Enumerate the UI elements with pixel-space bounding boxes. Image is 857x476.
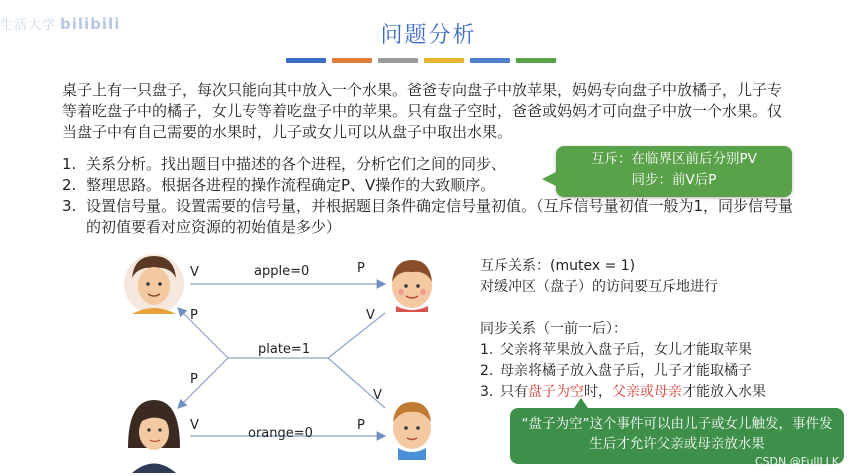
step-text: 整理思路。根据各进程的操作流程确定P、V操作的大致顺序。 bbox=[86, 176, 496, 194]
sync-item-number: 1. bbox=[480, 342, 494, 358]
daughter-to-plate-line bbox=[328, 313, 385, 358]
sync-item-text: 母亲将橘子放入盘子后，儿子才能取橘子 bbox=[500, 363, 752, 379]
label-v-son: V bbox=[373, 388, 382, 403]
mother-avatar bbox=[128, 400, 180, 473]
title-color-bar bbox=[332, 58, 372, 63]
title-color-bar bbox=[378, 58, 418, 63]
label-plate: plate=1 bbox=[258, 342, 311, 357]
page-title: 问题分析 bbox=[380, 23, 477, 48]
label-p-daughter: P bbox=[357, 261, 365, 276]
sync-item bbox=[480, 340, 857, 361]
label-p-son: P bbox=[357, 418, 365, 433]
label-p-father: P bbox=[190, 308, 198, 323]
relations-panel bbox=[480, 256, 857, 403]
sync-item bbox=[480, 361, 857, 382]
highlight-father-or-mother: 父亲或母亲 bbox=[612, 384, 682, 400]
callout-line: 同步：前V后P bbox=[631, 172, 717, 188]
pv-rule-callout bbox=[556, 146, 792, 197]
watermark-text: 生活大学 bbox=[0, 18, 57, 33]
step-number: 1. bbox=[62, 155, 77, 173]
bilibili-logo: bilibili bbox=[60, 15, 121, 33]
father-avatar bbox=[124, 254, 184, 314]
title-color-bars bbox=[286, 58, 556, 63]
sync-list bbox=[480, 340, 857, 403]
plate-to-father-arrow bbox=[178, 308, 228, 358]
title-color-bar bbox=[286, 58, 326, 63]
son-avatar bbox=[393, 402, 431, 460]
step-number: 3. bbox=[62, 197, 77, 215]
label-v-mother: V bbox=[190, 418, 199, 433]
label-apple: apple=0 bbox=[254, 264, 310, 279]
csdn-watermark: CSDN @FullLLK bbox=[754, 455, 839, 468]
callout-line: 互斥：在临界区前后分别PV bbox=[591, 151, 757, 167]
label-v-daughter: V bbox=[366, 308, 375, 323]
sync-item-number: 2. bbox=[480, 363, 494, 379]
plate-empty-note: “盘子为空”这个事件可以由儿子或女儿触发，事件发生后才允许父亲或母亲放水果 bbox=[510, 408, 844, 464]
sync-item-text: 只有 bbox=[500, 384, 528, 400]
step-text: 关系分析。找出题目中描述的各个进程，分析它们之间的同步、 bbox=[86, 155, 507, 173]
plate-to-mother-arrow bbox=[178, 358, 228, 408]
sync-item-text: 父亲将苹果放入盘子后，女儿才能取苹果 bbox=[500, 342, 752, 358]
title-color-bar bbox=[470, 58, 510, 63]
title-color-bar bbox=[424, 58, 464, 63]
mutex-title: 互斥关系：(mutex = 1) bbox=[480, 258, 636, 274]
mutex-desc: 对缓冲区（盘子）的访问要互斥地进行 bbox=[480, 279, 718, 295]
sync-item-number: 3. bbox=[480, 384, 494, 400]
title-color-bar bbox=[516, 58, 556, 63]
step-text: 设置信号量。设置需要的信号量，并根据题目条件确定信号量初值。（互斥信号量初值一般为1，同步信号量的初值要看对应资源的初始值是多少） bbox=[86, 197, 794, 236]
sync-item-text: 才能放入水果 bbox=[682, 384, 766, 400]
sync-item-text: 时， bbox=[584, 384, 612, 400]
label-orange: orange=0 bbox=[248, 426, 313, 441]
sync-title: 同步关系（一前一后）： bbox=[480, 321, 627, 337]
step-item bbox=[62, 196, 802, 238]
step-number: 2. bbox=[62, 176, 77, 194]
label-v-father: V bbox=[190, 265, 199, 280]
label-p-mother: P bbox=[190, 372, 198, 387]
daughter-avatar bbox=[392, 260, 432, 312]
sync-item bbox=[480, 382, 857, 403]
problem-statement: 桌子上有一只盘子，每次只能向其中放入一个水果。爸爸专向盘子中放苹果，妈妈专向盘子中放橘子，儿子专等着吃盘子中的橘子，女儿专等着吃盘子中的苹果。只有盘子空时，爸爸或妈妈才可向盘子中放一个水果。仅当盘子中有自己需要的水果时，儿子或女儿可以从盘子中取出水果。 bbox=[62, 81, 783, 141]
highlight-plate-empty: 盘子为空 bbox=[528, 384, 584, 400]
